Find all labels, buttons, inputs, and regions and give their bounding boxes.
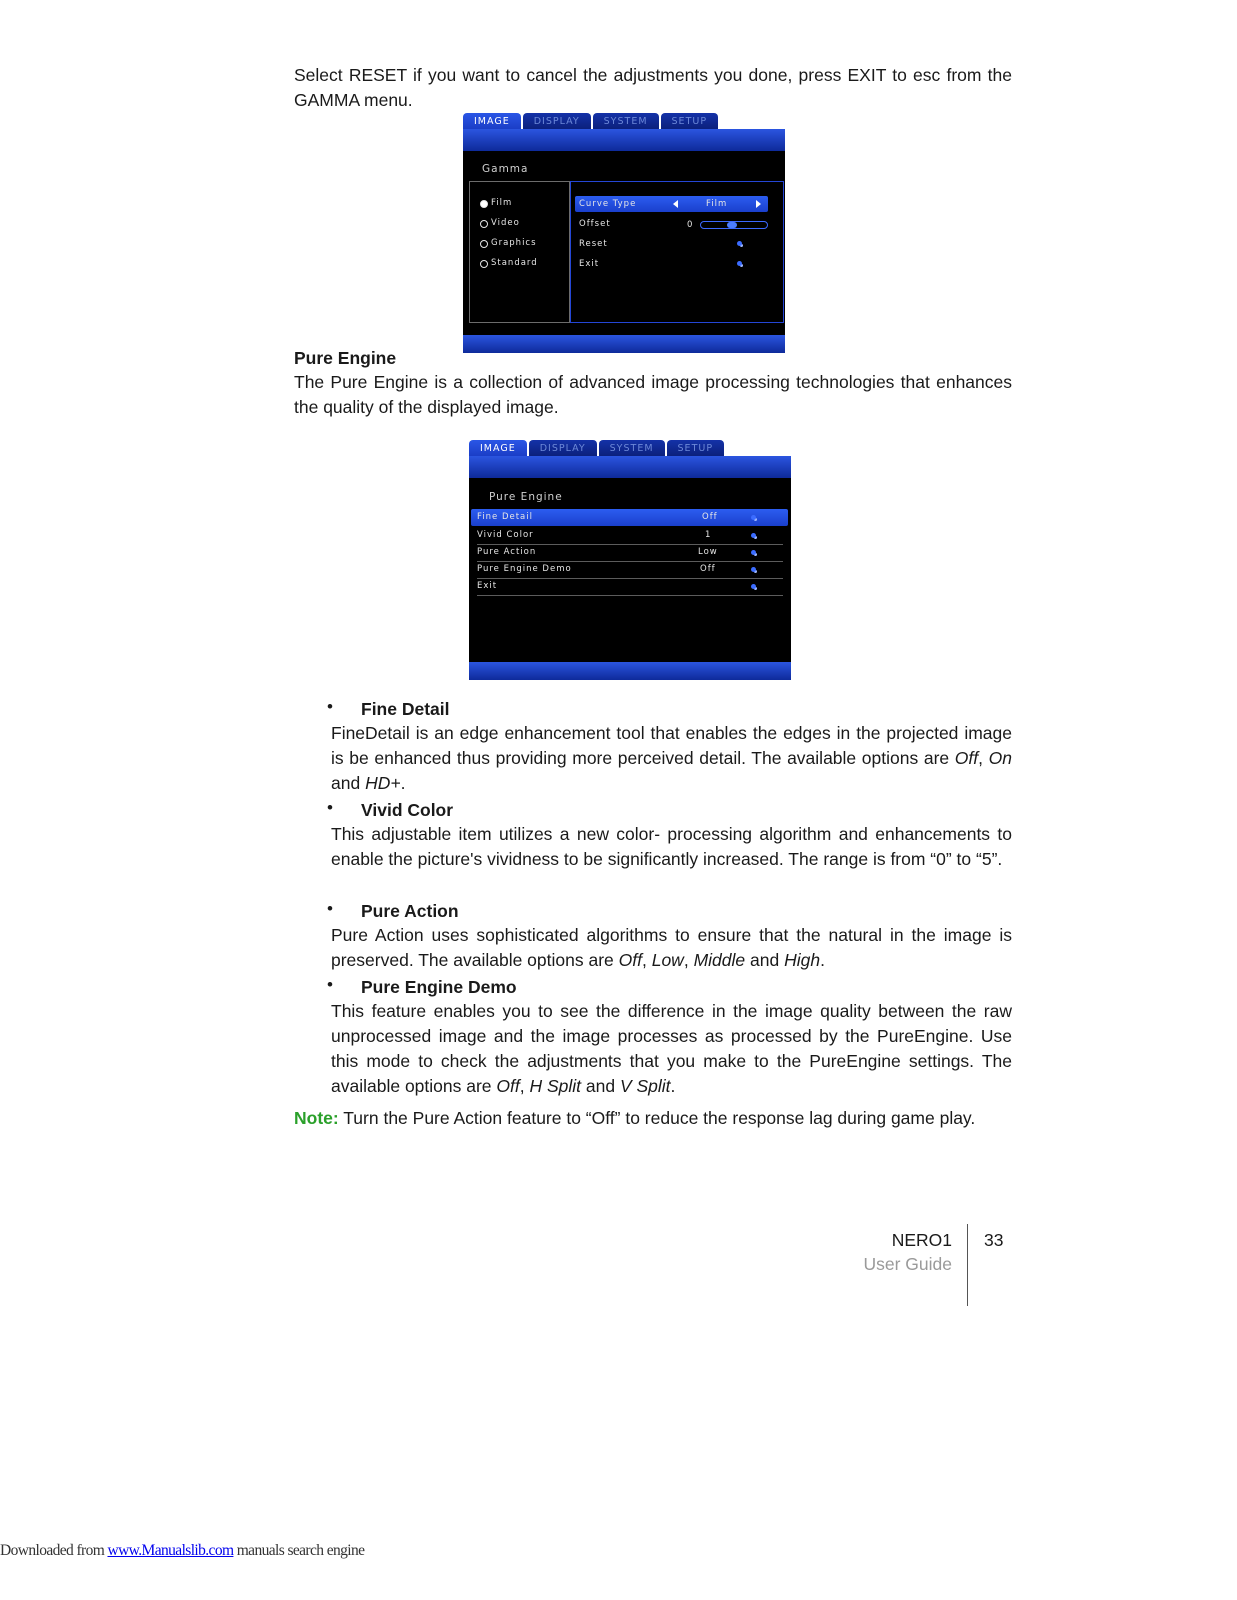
tab-system: SYSTEM bbox=[593, 113, 659, 130]
gamma-mode-standard: Standard bbox=[491, 258, 538, 268]
gamma-settings-panel bbox=[570, 181, 784, 323]
pure-engine-demo-body: This feature enables you to see the difference in the image quality between the raw unprocessed image and the image processes as processed by the PureEngine. Use this mode to check the adjustments that you make to the PureEngine settings. The available options are bbox=[331, 1001, 1012, 1096]
demo-opt-v-split: V Split bbox=[619, 1076, 671, 1096]
tab-system: SYSTEM bbox=[599, 440, 665, 457]
note-paragraph bbox=[294, 1106, 1012, 1131]
offset-value: 0 bbox=[687, 220, 694, 230]
pure-action-opt-low: Low bbox=[651, 950, 684, 970]
offset-label: Offset bbox=[579, 219, 611, 229]
pure-action-text bbox=[331, 923, 1012, 973]
bullet-icon: • bbox=[327, 975, 333, 994]
pure-action-opt-off: Off bbox=[618, 950, 642, 970]
footer-subtitle: User Guide bbox=[863, 1254, 952, 1274]
exit-label: Exit bbox=[579, 259, 600, 269]
fine-detail-body: FineDetail is an edge enhancement tool that enables the edges in the projected image is be enhanced thus providing more perceived detail. The available options are bbox=[331, 723, 1012, 768]
conjunction: and bbox=[745, 950, 785, 970]
pure-action-value: Low bbox=[698, 547, 718, 557]
pure-engine-demo-text bbox=[331, 999, 1012, 1099]
pure-engine-menu-bottom-bar bbox=[469, 662, 791, 680]
period: . bbox=[400, 773, 406, 793]
fine-detail-text bbox=[331, 721, 1012, 796]
pure-engine-demo-value: Off bbox=[700, 564, 716, 574]
enter-icon bbox=[737, 241, 742, 246]
curve-type-row bbox=[575, 196, 768, 212]
fine-detail-row bbox=[471, 509, 788, 526]
tab-image: IMAGE bbox=[463, 113, 521, 130]
pure-engine-menu-screenshot bbox=[469, 443, 791, 680]
fine-detail-opt-off: Off bbox=[954, 748, 979, 768]
offset-slider-knob bbox=[727, 222, 737, 228]
curve-type-label: Curve Type bbox=[579, 199, 637, 209]
pure-action-row bbox=[477, 544, 783, 562]
pure-engine-menu-title: Pure Engine bbox=[489, 491, 563, 503]
offset-slider bbox=[700, 221, 768, 229]
pure-engine-menu-top-bar bbox=[469, 456, 791, 478]
bullet-icon: • bbox=[327, 899, 333, 918]
enter-icon bbox=[751, 567, 756, 572]
gamma-menu-screenshot bbox=[463, 116, 785, 353]
conjunction: and bbox=[581, 1076, 620, 1096]
bullet-icon: • bbox=[327, 697, 333, 716]
pure-action-label: Pure Action bbox=[477, 547, 537, 557]
separator: , bbox=[683, 950, 694, 970]
banner-prefix: Downloaded from bbox=[0, 1542, 108, 1559]
tab-display: DISPLAY bbox=[523, 113, 591, 130]
period: . bbox=[670, 1076, 676, 1096]
reset-label: Reset bbox=[579, 239, 608, 249]
gamma-mode-list bbox=[469, 181, 570, 323]
radio-icon bbox=[480, 260, 488, 268]
curve-type-value: Film bbox=[706, 199, 728, 209]
enter-icon bbox=[751, 584, 756, 589]
pure-action-body: Pure Action uses sophisticated algorithms to ensure that the natural in the image is preserved. The available options are bbox=[331, 925, 1012, 970]
gamma-menu-title: Gamma bbox=[482, 163, 529, 175]
vivid-color-label: Vivid Color bbox=[477, 530, 534, 540]
footer-page-number: 33 bbox=[984, 1230, 1004, 1250]
pure-engine-demo-row bbox=[477, 561, 783, 579]
separator: , bbox=[519, 1076, 530, 1096]
banner-suffix: manuals search engine bbox=[233, 1542, 365, 1559]
pe-exit-row bbox=[477, 578, 783, 596]
gamma-mode-film: Film bbox=[491, 198, 513, 208]
enter-icon bbox=[737, 261, 742, 266]
enter-icon bbox=[751, 550, 756, 555]
note-label: Note: bbox=[294, 1108, 339, 1128]
enter-icon bbox=[751, 533, 756, 538]
arrow-left-icon bbox=[673, 200, 678, 208]
footer-divider bbox=[967, 1224, 968, 1306]
pure-engine-menu-tabs bbox=[469, 440, 726, 457]
radio-selected-icon bbox=[480, 200, 488, 208]
vivid-color-value: 1 bbox=[705, 530, 712, 540]
gamma-menu-tabs bbox=[463, 113, 720, 130]
fine-detail-title: Fine Detail bbox=[361, 699, 450, 719]
pe-exit-label: Exit bbox=[477, 581, 498, 591]
tab-setup: SETUP bbox=[667, 440, 725, 457]
pure-engine-demo-title: Pure Engine Demo bbox=[361, 977, 517, 997]
gamma-menu-top-bar bbox=[463, 129, 785, 151]
manualslib-link[interactable]: www.Manualslib.com bbox=[107, 1542, 234, 1559]
pure-action-title: Pure Action bbox=[361, 901, 459, 921]
fine-detail-opt-on: On bbox=[988, 748, 1012, 768]
gamma-mode-graphics: Graphics bbox=[491, 238, 537, 248]
conjunction: and bbox=[331, 773, 366, 793]
pure-engine-heading: Pure Engine bbox=[294, 348, 397, 368]
enter-icon bbox=[751, 515, 756, 520]
separator: , bbox=[641, 950, 652, 970]
fine-detail-opt-hd: HD+ bbox=[365, 773, 401, 793]
download-banner bbox=[0, 1542, 364, 1560]
arrow-right-icon bbox=[756, 200, 761, 208]
vivid-color-title: Vivid Color bbox=[361, 800, 454, 820]
gamma-mode-video: Video bbox=[491, 218, 520, 228]
fine-detail-label: Fine Detail bbox=[477, 512, 533, 522]
pure-action-opt-middle: Middle bbox=[693, 950, 746, 970]
note-text: Turn the Pure Action feature to “Off” to reduce the response lag during game play. bbox=[338, 1108, 976, 1128]
demo-opt-h-split: H Split bbox=[529, 1076, 582, 1096]
tab-display: DISPLAY bbox=[529, 440, 597, 457]
vivid-color-row bbox=[477, 527, 783, 545]
radio-icon bbox=[480, 240, 488, 248]
vivid-color-text: This adjustable item utilizes a new color- processing algorithm and enhancements to enable the picture's vividness to be significantly increased. The range is from “0” to “5”. bbox=[331, 824, 1012, 869]
fine-detail-value: Off bbox=[702, 512, 718, 522]
pure-action-opt-high: High bbox=[784, 950, 821, 970]
intro-paragraph: Select RESET if you want to cancel the adjustments you done, press EXIT to esc from the GAMMA menu. bbox=[294, 65, 1012, 110]
pure-engine-description: The Pure Engine is a collection of advanced image processing technologies that enhances the quality of the displayed image. bbox=[294, 372, 1012, 417]
bullet-icon: • bbox=[327, 798, 333, 817]
radio-icon bbox=[480, 220, 488, 228]
pure-engine-demo-label: Pure Engine Demo bbox=[477, 564, 572, 574]
demo-opt-off: Off bbox=[496, 1076, 520, 1096]
footer-product: NERO1 bbox=[891, 1230, 952, 1250]
separator: , bbox=[978, 748, 989, 768]
gamma-menu-bottom-bar bbox=[463, 335, 785, 353]
period: . bbox=[820, 950, 825, 970]
tab-setup: SETUP bbox=[661, 113, 719, 130]
tab-image: IMAGE bbox=[469, 440, 527, 457]
